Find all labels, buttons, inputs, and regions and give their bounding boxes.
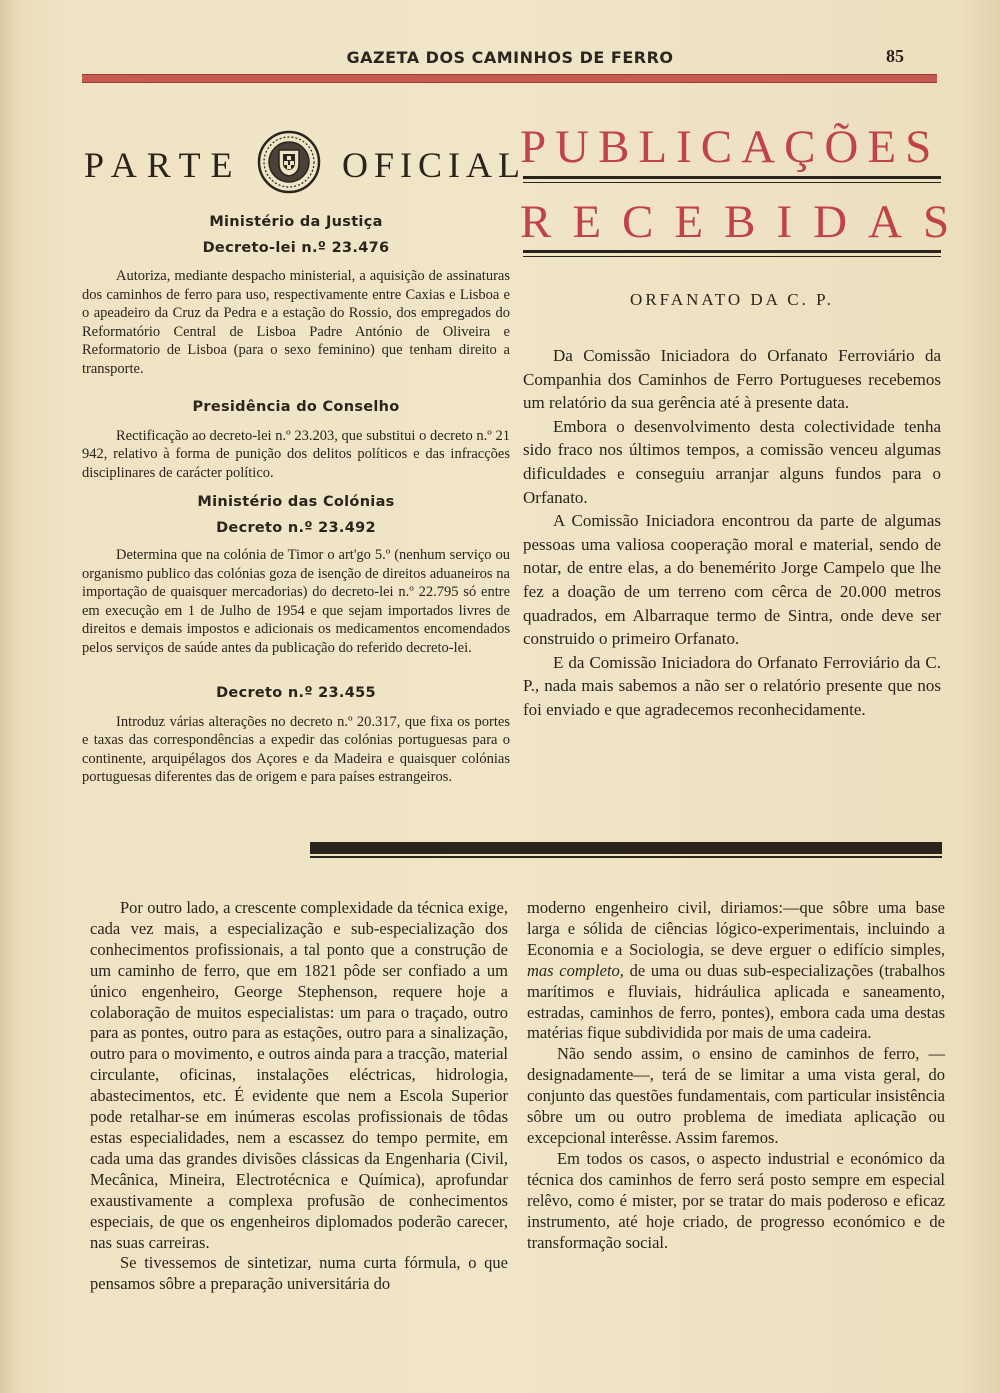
orfanato-article [523, 344, 941, 722]
official-section-justica [82, 213, 510, 378]
ministry-heading: Ministério da Justiça [209, 214, 383, 230]
journal-title: GAZETA DOS CAMINHOS DE FERRO [346, 48, 674, 67]
paragraph: A Comissão Iniciadora encontrou da parte de algumas pessoas uma valiosa cooperação moral e material, sendo de notar, de entre elas, a do benemérito Jorge Campelo que lhe fez a doação de um terreno com cêrca de 20.000 metros quadrados, em Albarraque termo de Sintra, onde deve ser construido o primeiro Orfanato. [523, 511, 941, 649]
ministry-heading: Presidência do Conselho [192, 399, 400, 415]
article-right-column [527, 898, 945, 1253]
paragraph: Da Comissão Iniciadora do Orfanato Ferroviário da Companhia dos Caminhos de Ferro Portugueses recebemos um relatório da sua gerência até à presente data. [523, 346, 941, 413]
page-number: 85 [886, 46, 904, 66]
text-run: moderno engenheiro civil, diriamos:—que sôbre uma base larga e sólida de ciências lógico-experimentais, incluindo a Economia e a Sociologia, se deve erguer o edifício simples, [527, 898, 945, 959]
decree-text: Determina que na colónia de Timor o art'go 5.º (nenhum serviço ou organismo publico das colónias goza de isenção de direitos aduaneiros na importação de quaisquer mercadorias) do decreto-lei n.º 22.795 só entre em execução em 1 de Julho de 1954 e que sejam importados livres de direitos e demais impostos e adicionais os medicamentos encomendados pelos serviços de saúde antes da publicação do referido decreto-lei. [82, 547, 510, 656]
coat-of-arms-icon [257, 130, 321, 194]
paragraph: Em todos os casos, o aspecto industrial e económico da técnica dos caminhos de ferro será posto sempre em especial relêvo, como é mister, por se tratar do mais poderoso e eficaz instrumento, até hoje criado, de progresso económico e de transformação social. [527, 1148, 945, 1252]
official-section-presidencia [82, 398, 510, 482]
text-run: de uma ou duas sub-especializações (trabalhos marítimos e fluviais, hidráulica aplicada e saneamento, estradas, caminhos de ferro, pontes), embora cada uma destas matérias fique subdividida por mais de uma cadeira. [527, 960, 945, 1043]
publicacoes-title-line1: PUBLICAÇÕES [520, 121, 941, 173]
article-left-column [90, 898, 508, 1295]
header-rule [82, 74, 937, 83]
decree-text: Autoriza, mediante despacho ministerial, a aquisição de assinaturas dos caminhos de ferro para uso, respectivamente entre Caxias e Lisboa e o apeadeiro da Cruz da Pedra e a estação do Rossio, dos empregados do Reformatório Central de Lisboa Padre António de Oliveira e Reformatorio de Lisboa (para o sexo feminino) que tenham direito a transporte. [82, 268, 510, 377]
oficial-word: OFICIAL [342, 145, 526, 185]
paragraph: Se tivessemos de sintetizar, numa curta fórmula, o que pensamos sôbre a preparação universitária do [90, 1253, 508, 1294]
official-section-decreto-23455 [82, 684, 510, 787]
paragraph: E da Comissão Iniciadora do Orfanato Ferroviário da C. P., nada mais sabemos a não ser o relatório presente que nos foi enviado e que agradecemos reconhecidamente. [523, 652, 941, 719]
emphasis-text: mas completo, [527, 960, 624, 980]
paragraph: Embora o desenvolvimento desta colectividade tenha sido fraco nos últimos tempos, a comissão venceu algumas dificuldades e conseguiu arranjar alguns fundos para o Orfanato. [523, 416, 941, 507]
publicacoes-title-line2: RECEBIDAS [520, 196, 971, 248]
section-divider-thin [310, 856, 942, 858]
title-rule-2 [523, 250, 941, 257]
decree-heading: Decreto n.º 23.455 [216, 685, 376, 701]
section-divider [310, 842, 942, 854]
decree-text: Rectificação ao decreto-lei n.º 23.203, que substitui o decreto n.º 21 942, relativo à forma de punição dos delitos políticos e das infracções disciplinares de carácter político. [82, 427, 510, 481]
decree-text: Introduz várias alterações no decreto n.º 20.317, que fixa os portes e taxas das correspondências a expedir das colónias portuguesas para o continente, arquipélagos dos Açores e da Madeira e quaisquer colónias portuguesas diferentes das de origem e para países estrangeiros. [82, 713, 510, 785]
ministry-heading: Ministério das Colónias [197, 494, 395, 510]
paragraph: Por outro lado, a crescente complexidade da técnica exige, cada vez mais, a especialização e sub-especialização dos conhecimentos profissionais, a tal ponto que a construção de um caminho de ferro, que em 1821 pôde ser confiado a um único engenheiro, George Stephenson, requere hoje a colaboração de muitos especialistas: um para o traçado, outro para as pontes, outro para as estações, outro para a sinalização, outro para o movimento, e outros ainda para a tracção, material circulante, oficinas, instalações eléctricas, hidrologia, abastecimentos, etc. É evidente que nem a Escola Superior pode retalhar-se em inúmeras escolas profissionais de tôdas estas especialidades, nem a escassez do tempo permite, em cada uma das grandes divisões clássicas da Engenharia (Civil, Mecânica, Mineira, Electrotécnica e Química), aprofundar exaustivamente a complexa profusão de conhecimentos especiais, de que os engenheiros diplomados poderão carecer, nas suas carreiras. [90, 898, 508, 1252]
article-title: ORFANATO DA C. P. [630, 290, 834, 309]
official-section-colonias [82, 493, 510, 657]
paragraph-continued [527, 898, 945, 1044]
decree-heading: Decreto n.º 23.492 [216, 519, 376, 536]
title-rule-1 [523, 176, 941, 183]
parte-oficial-heading [84, 130, 526, 200]
paragraph: Não sendo assim, o ensino de caminhos de ferro, —designadamente—, terá de se limitar a uma vista geral, do conjunto das questões fundamentais, com particular insistência sôbre um ou outro problema de imediata aplicação ou excepcional interêsse. Assim faremos. [527, 1044, 945, 1147]
parte-word: PARTE [84, 145, 243, 185]
decree-heading: Decreto-lei n.º 23.476 [202, 239, 390, 256]
